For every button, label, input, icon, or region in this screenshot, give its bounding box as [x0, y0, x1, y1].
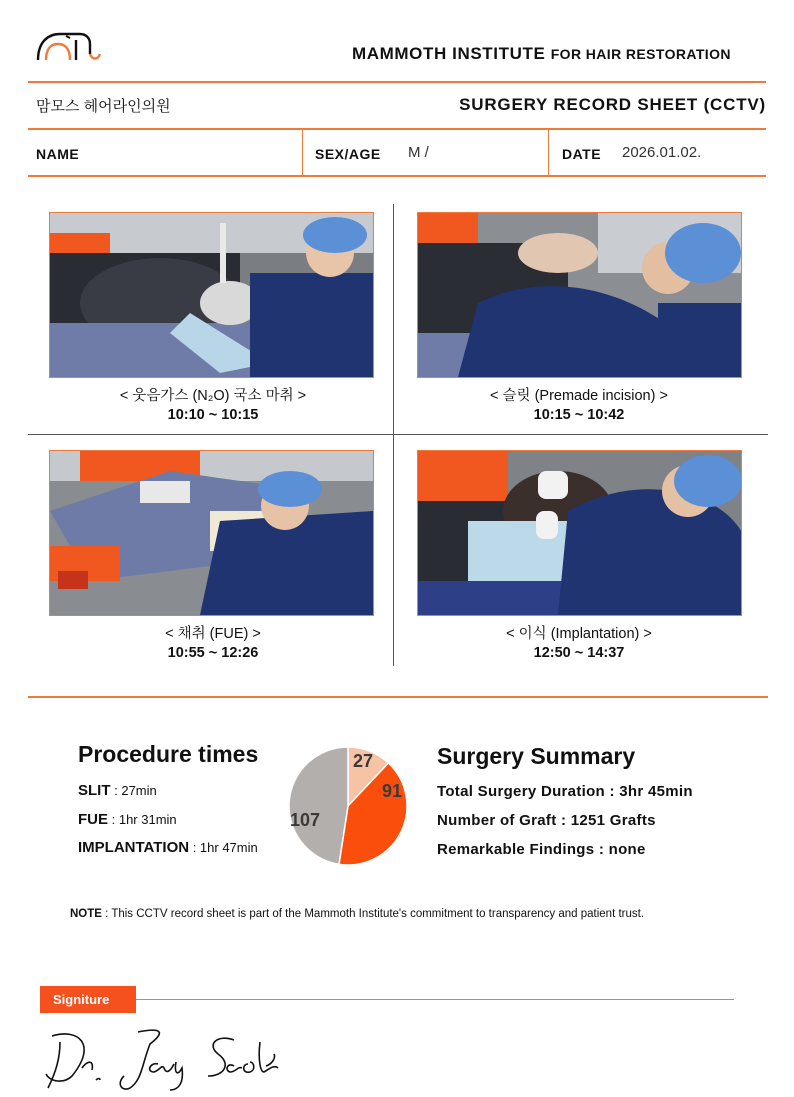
procedure-row-slit [78, 782, 157, 799]
divider [548, 129, 549, 176]
caption-time: 10:55 ~ 12:26 [167, 645, 259, 661]
summary-findings: Remarkable Findings : none [437, 841, 646, 858]
pie-slice-label: 27 [352, 751, 374, 771]
divider [28, 696, 768, 698]
clinic-name: 맘모스 헤어라인의원 [36, 98, 171, 115]
brand-title [352, 44, 731, 64]
procedure-row-implantation [78, 839, 258, 856]
procedure-row-fue [78, 811, 177, 828]
row-label: FUE [78, 811, 108, 828]
row-label: IMPLANTATION [78, 839, 190, 856]
row-value: : 1hr 47min [189, 840, 258, 855]
brand-sub: FOR HAIR RESTORATION [550, 46, 731, 62]
date-label: DATE [562, 146, 602, 162]
pie-slice-label: 91 [381, 781, 403, 801]
caption-title: < 채취 (FUE) > [165, 626, 261, 642]
note [70, 908, 644, 920]
procedure-title: Procedure times [78, 741, 259, 767]
sex-age-label: SEX/AGE [315, 146, 381, 162]
grid-divider [393, 204, 394, 666]
caption-title: < 이식 (Implantation) > [506, 626, 652, 642]
name-label: NAME [36, 146, 80, 162]
divider [28, 175, 766, 177]
procedure-pie-chart [286, 745, 410, 867]
divider [302, 129, 303, 176]
photo-caption [414, 625, 744, 663]
sheet-title: SURGERY RECORD SHEET (CCTV) [459, 95, 766, 114]
photo-caption [48, 625, 378, 663]
brand-main: MAMMOTH INSTITUTE [352, 44, 546, 63]
row-value: : 1hr 31min [108, 812, 177, 827]
signature-label: Signiture [40, 986, 136, 1013]
caption-time: 10:15 ~ 10:42 [533, 407, 625, 423]
photo-caption [48, 387, 378, 425]
summary-grafts: Number of Graft : 1251 Grafts [437, 812, 656, 829]
pie-slice-label: 107 [289, 810, 321, 830]
caption-time: 10:10 ~ 10:15 [167, 407, 259, 423]
note-text: : This CCTV record sheet is part of the Mammoth Institute's commitment to transparency and patient trust. [101, 908, 645, 920]
divider [28, 128, 766, 130]
caption-time: 12:50 ~ 14:37 [533, 645, 625, 661]
row-value: : 27min [110, 783, 157, 798]
mammoth-logo [36, 28, 106, 64]
photo-caption [414, 387, 744, 425]
row-label: SLIT [78, 782, 111, 799]
pie-slice [289, 747, 348, 864]
sex-age-value: M / [408, 144, 429, 161]
caption-title: < 슬릿 (Premade incision) > [490, 388, 668, 404]
surgery-photo-implantation [417, 450, 742, 616]
date-value: 2026.01.02. [622, 144, 702, 161]
grid-divider [28, 434, 768, 435]
surgery-photo-anesthesia [49, 212, 374, 378]
surgery-photo-fue [49, 450, 374, 616]
summary-title: Surgery Summary [437, 743, 636, 769]
doctor-signature [38, 1024, 298, 1092]
caption-title: < 웃음가스 (N₂O) 국소 마취 > [119, 388, 307, 404]
divider [28, 81, 766, 83]
surgery-photo-slit [417, 212, 742, 378]
summary-duration: Total Surgery Duration : 3hr 45min [437, 783, 693, 800]
note-label: NOTE [70, 908, 102, 920]
divider [136, 999, 734, 1000]
